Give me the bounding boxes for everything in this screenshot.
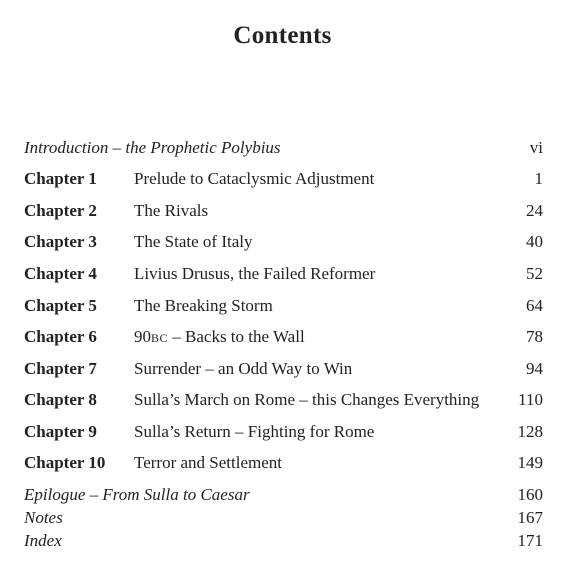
chapter-label: Chapter 8 bbox=[24, 390, 97, 409]
chapter-title: The State of Italy bbox=[134, 232, 253, 251]
chapter-label: Chapter 10 bbox=[24, 453, 106, 472]
chapter-label: Chapter 5 bbox=[24, 296, 97, 315]
chapter-title: Prelude to Cataclysmic Adjustment bbox=[134, 169, 375, 188]
toc-entry-page: 171 bbox=[517, 531, 543, 550]
chapter-label: Chapter 2 bbox=[24, 201, 97, 220]
chapter-title: Terror and Settlement bbox=[134, 453, 282, 472]
chapter-page: 128 bbox=[517, 422, 543, 441]
toc-entry-chapter-4[interactable] bbox=[24, 262, 543, 286]
chapter-page: 52 bbox=[526, 264, 543, 283]
chapter-page: 1 bbox=[534, 169, 543, 188]
toc-entry-chapter-9[interactable] bbox=[24, 420, 543, 444]
chapter-page: 40 bbox=[526, 232, 543, 251]
chapter-label: Chapter 6 bbox=[24, 327, 97, 346]
chapter-title: The Rivals bbox=[134, 201, 209, 220]
chapter-label: Chapter 7 bbox=[24, 359, 97, 378]
chapter-title-rest: – Backs to the Wall bbox=[168, 327, 305, 346]
chapter-label: Chapter 4 bbox=[24, 264, 97, 283]
chapter-label: Chapter 3 bbox=[24, 232, 97, 251]
toc-entry-chapter-7[interactable] bbox=[24, 357, 543, 381]
toc-entry-title: Epilogue – From Sulla to Caesar bbox=[24, 485, 250, 504]
chapter-title: Surrender – an Odd Way to Win bbox=[134, 359, 353, 378]
chapter-title: Sulla’s Return – Fighting for Rome bbox=[134, 422, 375, 441]
chapter-label: Chapter 9 bbox=[24, 422, 97, 441]
toc-entry-epilogue[interactable] bbox=[24, 483, 543, 507]
toc-entry-chapter-2[interactable] bbox=[24, 199, 543, 223]
toc-entry-page: 167 bbox=[517, 508, 543, 527]
chapter-title: Livius Drusus, the Failed Reformer bbox=[134, 264, 376, 283]
chapter-label: Chapter 1 bbox=[24, 169, 97, 188]
toc-entry-chapter-6[interactable] bbox=[24, 325, 543, 349]
toc-entry-introduction[interactable] bbox=[24, 136, 543, 160]
toc-entry-index[interactable] bbox=[24, 529, 543, 553]
toc-entry-title: Introduction – the Prophetic Polybius bbox=[24, 138, 281, 157]
chapter-title-era: BC bbox=[151, 331, 169, 345]
toc-entry-title: Notes bbox=[24, 508, 63, 527]
chapter-page: 94 bbox=[526, 359, 543, 378]
toc-entry-page: 160 bbox=[517, 485, 543, 504]
toc-entry-chapter-5[interactable] bbox=[24, 294, 543, 318]
chapter-page: 110 bbox=[518, 390, 543, 409]
chapter-title: The Breaking Storm bbox=[134, 296, 273, 315]
toc-entry-title: Index bbox=[24, 531, 62, 550]
chapter-page: 149 bbox=[517, 453, 543, 472]
toc-entry-chapter-3[interactable] bbox=[24, 230, 543, 254]
chapter-title: Sulla’s March on Rome – this Changes Everything bbox=[134, 390, 480, 409]
chapter-page: 24 bbox=[526, 201, 543, 220]
chapter-title bbox=[134, 325, 305, 350]
toc-entry-notes[interactable] bbox=[24, 506, 543, 530]
chapter-page: 64 bbox=[526, 296, 543, 315]
chapter-page: 78 bbox=[526, 327, 543, 346]
page-title: Contents bbox=[233, 22, 332, 49]
toc-entry-chapter-8[interactable] bbox=[24, 388, 543, 412]
toc-entry-chapter-1[interactable] bbox=[24, 167, 543, 191]
chapter-title-year: 90 bbox=[134, 327, 151, 346]
toc-entry-page: vi bbox=[529, 138, 543, 157]
toc-entry-chapter-10[interactable] bbox=[24, 451, 543, 475]
